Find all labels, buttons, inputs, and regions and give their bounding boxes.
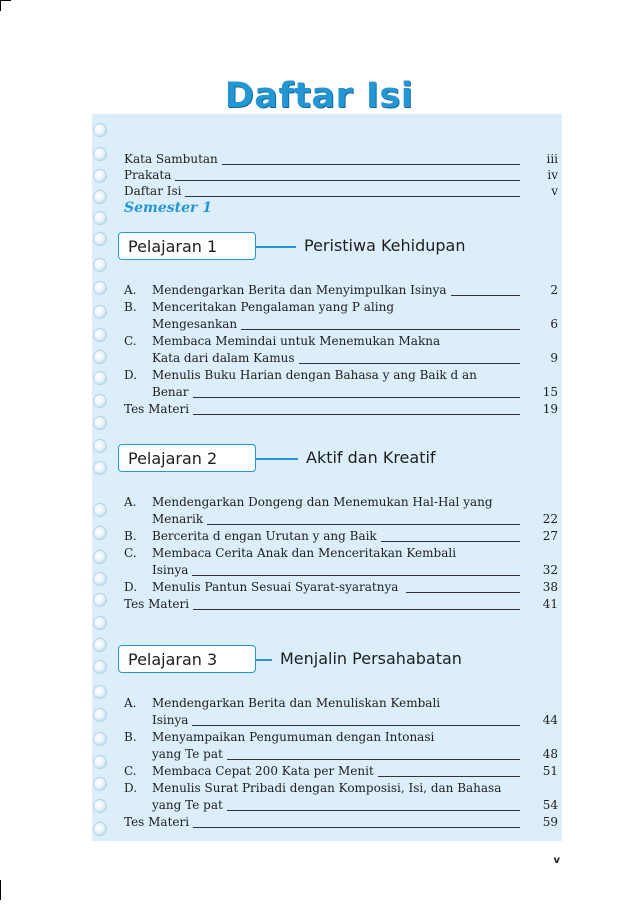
toc-item-row xyxy=(124,385,528,400)
item-label: Kata Sambutan xyxy=(124,152,218,166)
item-letter: B. xyxy=(124,300,137,314)
toc-item-row xyxy=(124,798,528,813)
leader-line xyxy=(299,363,520,364)
toc-item-row xyxy=(124,317,528,332)
page-ref: 51 xyxy=(542,764,558,778)
binder-ring xyxy=(94,170,106,182)
toc-item-row xyxy=(124,580,528,595)
binder-ring xyxy=(94,233,106,245)
item-label: Membaca Cepat 200 Kata per Menit xyxy=(152,764,374,778)
item-letter: C. xyxy=(124,764,137,778)
item-letter: A. xyxy=(124,495,137,509)
binder-ring xyxy=(94,594,106,606)
item-label: Menyampaikan Pengumuman dengan Intonasi xyxy=(152,730,435,744)
leader-line xyxy=(227,759,520,760)
page-ref: 38 xyxy=(542,580,558,594)
item-letter: C. xyxy=(124,546,137,560)
item-label: yang Te pat xyxy=(152,747,223,761)
page-ref: 22 xyxy=(542,512,558,526)
binder-ring xyxy=(94,709,106,721)
item-label: Tes Materi xyxy=(124,597,190,611)
binder-ring xyxy=(94,212,106,224)
toc-item-row xyxy=(124,300,528,315)
binder-ring xyxy=(94,417,106,429)
item-label: Menulis Surat Pribadi dengan Komposisi, Isi, dan Bahasa xyxy=(152,781,502,795)
binder-ring xyxy=(94,148,106,160)
page-ref: 6 xyxy=(550,317,558,331)
leader-line xyxy=(207,524,520,525)
page-ref: 41 xyxy=(542,597,558,611)
leader-line xyxy=(175,180,520,181)
item-label: Menulis Buku Harian dengan Bahasa y ang Baik d an xyxy=(152,368,477,382)
toc-front-row xyxy=(124,152,528,167)
binder-ring xyxy=(94,527,106,539)
toc-item-row xyxy=(124,747,528,762)
page-ref: 48 xyxy=(542,747,558,761)
leader-line xyxy=(193,609,520,610)
lesson-topic: Peristiwa Kehidupan xyxy=(304,236,466,255)
item-label: Mendengarkan Berita dan Menyimpulkan Isinya xyxy=(152,283,447,297)
page-ref: iv xyxy=(547,168,558,182)
toc-item-row xyxy=(124,334,528,349)
binder-ring xyxy=(94,282,106,294)
item-label: Isinya xyxy=(152,713,189,727)
toc-item-row xyxy=(124,781,528,796)
page-ref: 54 xyxy=(542,798,558,812)
page-ref: iii xyxy=(546,152,558,166)
crop-mark-bottom-left xyxy=(0,880,1,900)
binder-ring xyxy=(94,395,106,407)
item-letter: D. xyxy=(124,368,138,382)
binder-ring xyxy=(94,191,106,203)
leader-line xyxy=(378,776,520,777)
binder-ring xyxy=(94,800,106,812)
toc-item-row xyxy=(124,351,528,366)
item-letter: D. xyxy=(124,781,138,795)
leader-line xyxy=(192,575,520,576)
item-label: Kata dari dalam Kamus xyxy=(152,351,295,365)
page-ref: 15 xyxy=(542,385,558,399)
toc-item-row xyxy=(124,495,528,510)
item-label: yang Te pat xyxy=(152,798,223,812)
lesson-connector xyxy=(256,246,296,248)
page-ref: v xyxy=(551,184,558,198)
toc-item-row xyxy=(124,696,528,711)
binder-ring xyxy=(94,686,106,698)
toc-item-row xyxy=(124,730,528,745)
binder-ring xyxy=(94,462,106,474)
toc-item-row xyxy=(124,546,528,561)
toc-item-row xyxy=(124,368,528,383)
lesson-label: Pelajaran 1 xyxy=(118,232,256,260)
page-ref: 27 xyxy=(542,529,558,543)
leader-line xyxy=(381,541,520,542)
binder-ring xyxy=(94,639,106,651)
leader-line xyxy=(241,329,520,330)
toc-item-row xyxy=(124,283,528,298)
leader-line xyxy=(406,592,520,593)
item-label: Tes Materi xyxy=(124,815,190,829)
binder-ring xyxy=(94,329,106,341)
toc-front-row xyxy=(124,168,528,183)
binder-ring xyxy=(94,778,106,790)
lesson-topic: Menjalin Persahabatan xyxy=(280,649,462,668)
item-label: Membaca Cerita Anak dan Menceritakan Kembali xyxy=(152,546,457,560)
binder-ring xyxy=(94,661,106,673)
binder-ring xyxy=(94,259,106,271)
item-letter: C. xyxy=(124,334,137,348)
lesson-connector xyxy=(256,659,272,661)
page-ref: 2 xyxy=(550,283,558,297)
item-letter: A. xyxy=(124,696,137,710)
leader-line xyxy=(193,827,520,828)
item-letter: B. xyxy=(124,529,137,543)
item-letter: D. xyxy=(124,580,138,594)
page-ref: 59 xyxy=(542,815,558,829)
item-label: Daftar Isi xyxy=(124,184,182,198)
item-label: Isinya xyxy=(152,563,189,577)
binder-ring xyxy=(94,351,106,363)
item-label: Menulis Pantun Sesuai Syarat-syaratnya xyxy=(152,580,399,594)
item-letter: B. xyxy=(124,730,137,744)
item-label: Benar xyxy=(152,385,189,399)
leader-line xyxy=(193,397,520,398)
toc-item-row xyxy=(124,512,528,527)
toc-test-row xyxy=(124,402,528,417)
item-label: Tes Materi xyxy=(124,402,190,416)
binder-ring xyxy=(94,756,106,768)
item-label: Prakata xyxy=(124,168,172,182)
leader-line xyxy=(193,414,520,415)
crop-mark-top-left xyxy=(0,0,11,11)
lesson-label: Pelajaran 3 xyxy=(118,645,256,673)
item-label: Menarik xyxy=(152,512,204,526)
binder-ring xyxy=(94,573,106,585)
semester-heading: Semester 1 xyxy=(124,200,212,216)
page-ref: 9 xyxy=(550,351,558,365)
binder-ring xyxy=(94,551,106,563)
leader-line xyxy=(185,196,520,197)
binder-ring xyxy=(94,733,106,745)
item-label: Mendengarkan Berita dan Menuliskan Kembali xyxy=(152,696,441,710)
page-ref: 44 xyxy=(542,713,558,727)
item-label: Membaca Memindai untuk Menemukan Makna xyxy=(152,334,441,348)
toc-front-row xyxy=(124,184,528,199)
item-label: Menceritakan Pengalaman yang P aling xyxy=(152,300,395,314)
item-letter: A. xyxy=(124,283,137,297)
lesson-label: Pelajaran 2 xyxy=(118,444,256,472)
page-ref: 19 xyxy=(542,402,558,416)
page-number: v xyxy=(553,855,560,866)
item-label: Bercerita d engan Urutan y ang Baik xyxy=(152,529,377,543)
toc-item-row xyxy=(124,563,528,578)
lesson-connector xyxy=(256,458,298,460)
binder-ring xyxy=(94,504,106,516)
binder-ring xyxy=(94,306,106,318)
page-ref: 32 xyxy=(542,563,558,577)
binder-ring xyxy=(94,124,106,136)
item-label: Mengesankan xyxy=(152,317,238,331)
leader-line xyxy=(222,164,520,165)
binder-ring xyxy=(94,440,106,452)
toc-item-row xyxy=(124,713,528,728)
leader-line xyxy=(192,725,520,726)
item-label: Mendengarkan Dongeng dan Menemukan Hal-Hal yang xyxy=(152,495,493,509)
leader-line xyxy=(227,810,520,811)
binder-ring xyxy=(94,823,106,835)
toc-item-row xyxy=(124,764,528,779)
toc-test-row xyxy=(124,597,528,612)
leader-line xyxy=(451,295,520,296)
lesson-topic: Aktif dan Kreatif xyxy=(306,448,436,467)
toc-item-row xyxy=(124,529,528,544)
binder-ring xyxy=(94,372,106,384)
binder-ring xyxy=(94,617,106,629)
page-title: Daftar Isi xyxy=(224,76,414,116)
toc-test-row xyxy=(124,815,528,830)
